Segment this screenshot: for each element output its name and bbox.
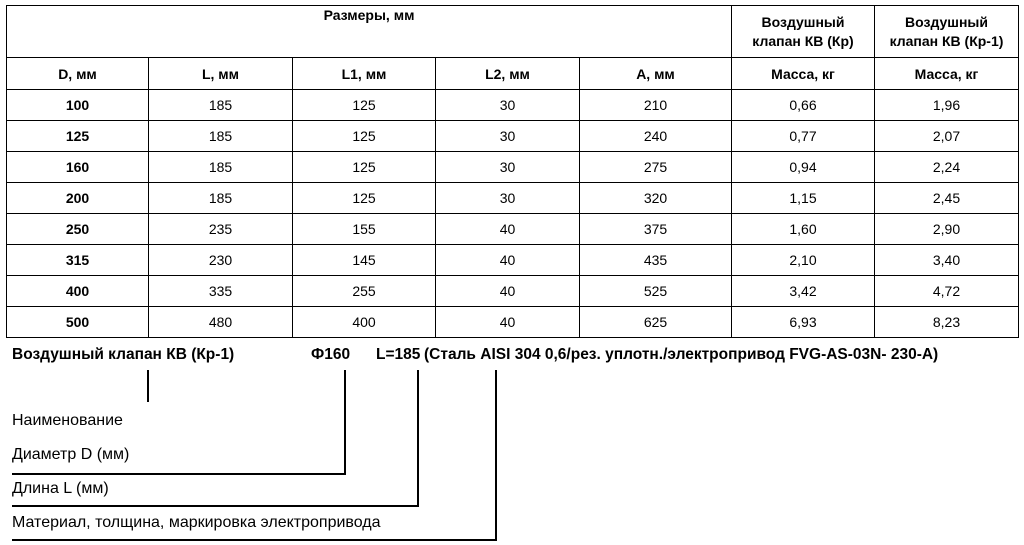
- cell-a: 525: [580, 276, 732, 307]
- cell-mass-kr1: 1,96: [875, 90, 1019, 121]
- valve-kr-header-line1: Воздушный: [761, 13, 845, 30]
- cell-a: 210: [580, 90, 732, 121]
- cell-l1: 155: [293, 214, 436, 245]
- cell-a: 435: [580, 245, 732, 276]
- legend-material: Материал, толщина, маркировка электропривода: [12, 514, 381, 531]
- cell-l2: 40: [436, 245, 580, 276]
- cell-l: 185: [149, 90, 293, 121]
- legend-diameter: Диаметр D (мм): [12, 446, 130, 463]
- cell-l: 480: [149, 307, 293, 338]
- cell-l: 185: [149, 121, 293, 152]
- cell-l2: 30: [436, 183, 580, 214]
- cell-mass-kr1: 3,40: [875, 245, 1019, 276]
- cell-a: 275: [580, 152, 732, 183]
- column-header-mass-kr: Масса, кг: [732, 58, 875, 90]
- designation-diameter: Ф160: [311, 346, 351, 363]
- cell-l1: 125: [293, 183, 436, 214]
- column-header-mass-kr1: Масса, кг: [875, 58, 1019, 90]
- designation-length: L=185: [376, 346, 421, 363]
- cell-mass-kr1: 2,45: [875, 183, 1019, 214]
- cell-d: 315: [7, 245, 149, 276]
- cell-mass-kr: 3,42: [732, 276, 875, 307]
- cell-d: 250: [7, 214, 149, 245]
- cell-l1: 255: [293, 276, 436, 307]
- cell-l2: 40: [436, 276, 580, 307]
- cell-mass-kr1: 2,90: [875, 214, 1019, 245]
- cell-d: 125: [7, 121, 149, 152]
- cell-l: 185: [149, 183, 293, 214]
- cell-mass-kr: 6,93: [732, 307, 875, 338]
- column-header-l: L, мм: [149, 58, 293, 90]
- cell-a: 240: [580, 121, 732, 152]
- column-header-l2: L2, мм: [436, 58, 580, 90]
- column-header-d: D, мм: [7, 58, 149, 90]
- cell-d: 400: [7, 276, 149, 307]
- cell-l1: 125: [293, 152, 436, 183]
- cell-mass-kr: 0,94: [732, 152, 875, 183]
- cell-l1: 145: [293, 245, 436, 276]
- cell-l: 335: [149, 276, 293, 307]
- cell-mass-kr1: 4,72: [875, 276, 1019, 307]
- cell-mass-kr: 1,60: [732, 214, 875, 245]
- cell-d: 200: [7, 183, 149, 214]
- cell-l2: 30: [436, 152, 580, 183]
- cell-mass-kr: 0,77: [732, 121, 875, 152]
- cell-l1: 400: [293, 307, 436, 338]
- dimensions-group-header: Размеры, мм: [7, 6, 732, 58]
- cell-mass-kr1: 2,07: [875, 121, 1019, 152]
- cell-l: 235: [149, 214, 293, 245]
- cell-mass-kr1: 2,24: [875, 152, 1019, 183]
- valve-kr1-header-line2: клапан КВ (Кр-1): [889, 32, 1004, 49]
- cell-l2: 40: [436, 214, 580, 245]
- valve-kr1-header-line1: Воздушный: [905, 13, 988, 30]
- cell-a: 625: [580, 307, 732, 338]
- cell-l1: 125: [293, 90, 436, 121]
- legend-name: Наименование: [12, 412, 123, 429]
- column-header-l1: L1, мм: [293, 58, 436, 90]
- cell-l1: 125: [293, 121, 436, 152]
- cell-mass-kr: 2,10: [732, 245, 875, 276]
- cell-a: 375: [580, 214, 732, 245]
- cell-l: 185: [149, 152, 293, 183]
- cell-mass-kr: 0,66: [732, 90, 875, 121]
- cell-l: 230: [149, 245, 293, 276]
- cell-mass-kr1: 8,23: [875, 307, 1019, 338]
- designation-material: (Сталь AISI 304 0,6/рез. уплотн./электропривод FVG-AS-03N- 230-А): [424, 346, 939, 363]
- cell-l2: 30: [436, 121, 580, 152]
- designation-name: Воздушный клапан КВ (Кр-1): [12, 346, 235, 363]
- cell-d: 100: [7, 90, 149, 121]
- cell-d: 500: [7, 307, 149, 338]
- cell-l2: 30: [436, 90, 580, 121]
- legend-length: Длина L (мм): [12, 480, 109, 497]
- column-header-a: A, мм: [580, 58, 732, 90]
- cell-a: 320: [580, 183, 732, 214]
- cell-mass-kr: 1,15: [732, 183, 875, 214]
- cell-d: 160: [7, 152, 149, 183]
- cell-l2: 40: [436, 307, 580, 338]
- valve-kr-header-line2: клапан КВ (Кр): [752, 32, 854, 49]
